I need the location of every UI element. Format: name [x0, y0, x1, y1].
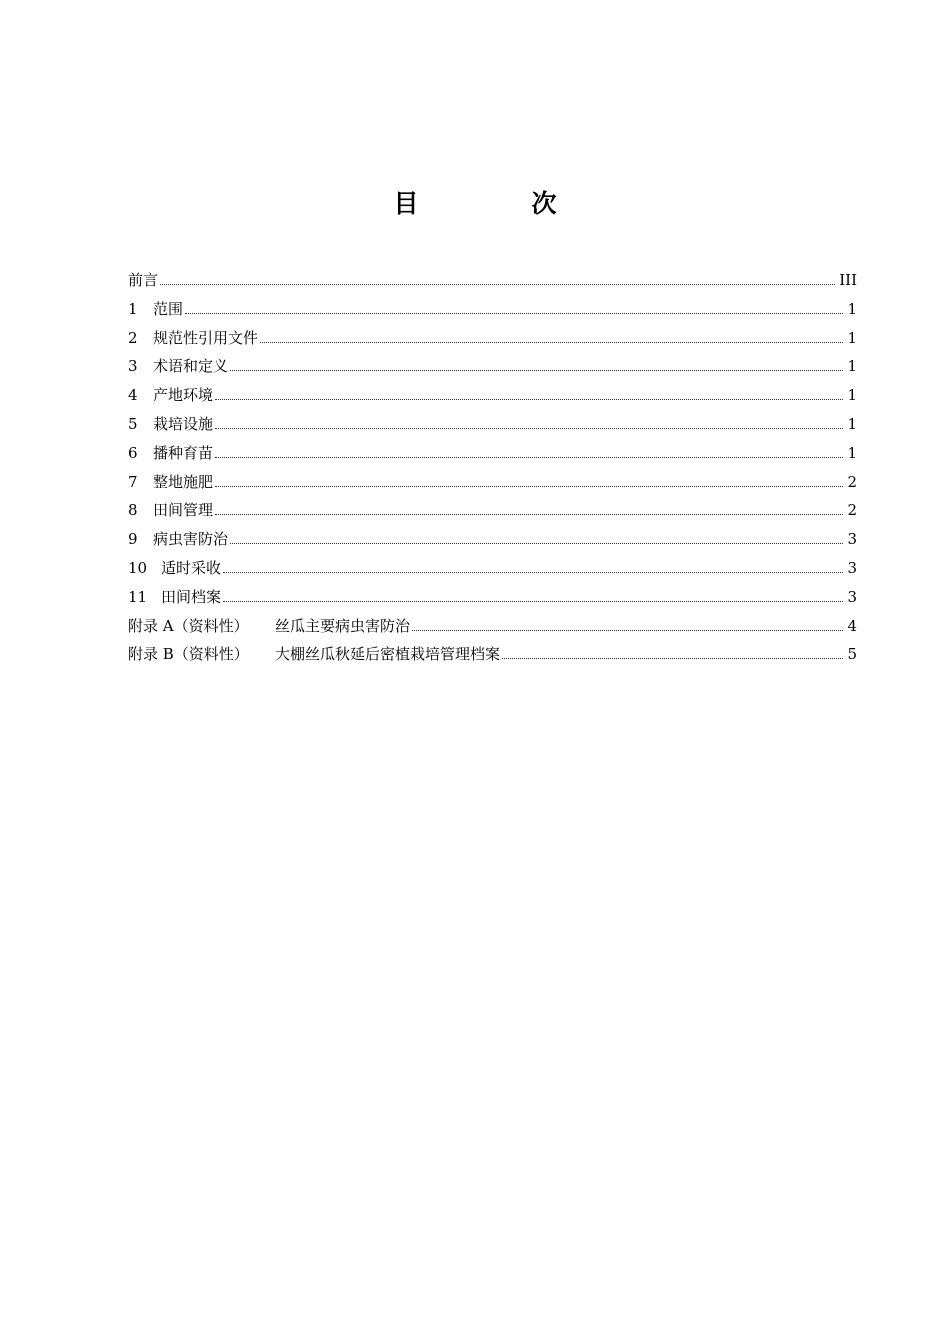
toc-entry-11[interactable]: [128, 583, 857, 612]
toc-entry-foreword[interactable]: [128, 266, 857, 295]
toc-page-number: 1: [847, 299, 857, 318]
toc-entry-4[interactable]: [128, 381, 857, 410]
toc-page-number: 2: [847, 472, 857, 491]
toc-page-number: 4: [847, 616, 857, 635]
toc-leader-dots: [223, 572, 843, 573]
toc-entry-number: 2: [128, 328, 138, 347]
toc-entry-label: 适时采收: [161, 558, 222, 577]
toc-entry-number: 6: [128, 443, 138, 462]
toc-leader-dots: [260, 342, 843, 343]
toc-page-number: 5: [847, 645, 857, 664]
toc-entry-number: 9: [128, 530, 138, 549]
toc-entry-label: 术语和定义: [153, 357, 229, 376]
toc-entry-number: 7: [128, 472, 138, 491]
toc-page-number: 1: [847, 357, 857, 376]
toc-entry-number: 3: [128, 357, 138, 376]
toc-leader-dots: [160, 284, 835, 285]
toc-entry-label: 范围: [153, 299, 184, 318]
toc-entry-label: 产地环境: [153, 386, 214, 405]
toc-entry-number: 附录 B（资料性）: [128, 645, 249, 664]
toc-entry-1[interactable]: [128, 295, 857, 324]
toc-entry-label: 播种育苗: [153, 443, 214, 462]
toc-page-number: III: [839, 271, 857, 289]
toc-page-number: 3: [847, 558, 857, 577]
toc-entry-6[interactable]: [128, 439, 857, 468]
toc-leader-dots: [502, 658, 843, 659]
toc-entry-9[interactable]: [128, 525, 857, 554]
toc-page-number: 1: [847, 443, 857, 462]
toc-entry-appendix-b[interactable]: [128, 640, 857, 669]
toc-entry-number: 10: [128, 558, 148, 577]
toc-page-number: 3: [847, 587, 857, 606]
toc-entry-label: 丝瓜主要病虫害防治: [275, 616, 411, 635]
toc-entry-2[interactable]: [128, 324, 857, 353]
toc-leader-dots: [215, 457, 843, 458]
toc-entry-7[interactable]: [128, 468, 857, 497]
toc-page-number: 1: [847, 386, 857, 405]
toc-entry-number: 8: [128, 501, 138, 520]
table-of-contents: [128, 266, 857, 669]
toc-entry-8[interactable]: [128, 496, 857, 525]
toc-page-number: 1: [847, 414, 857, 433]
toc-leader-dots: [215, 428, 843, 429]
toc-leader-dots: [230, 543, 843, 544]
toc-leader-dots: [215, 486, 843, 487]
toc-entry-label: 病虫害防治: [153, 530, 229, 549]
toc-entry-10[interactable]: [128, 554, 857, 583]
toc-entry-number: 4: [128, 386, 138, 405]
toc-entry-appendix-a[interactable]: [128, 612, 857, 641]
toc-entry-label: 大棚丝瓜秋延后密植栽培管理档案: [275, 645, 501, 664]
toc-page-number: 2: [847, 501, 857, 520]
toc-page-number: 3: [847, 530, 857, 549]
toc-leader-dots: [215, 399, 843, 400]
toc-entry-number: 11: [128, 587, 148, 606]
toc-page-number: 1: [847, 328, 857, 347]
toc-entry-label: 田间档案: [161, 587, 222, 606]
toc-leader-dots: [412, 630, 843, 631]
toc-entry-number: 5: [128, 414, 138, 433]
toc-entry-number: 1: [128, 299, 138, 318]
toc-leader-dots: [185, 313, 843, 314]
page-title: 目 次: [393, 189, 601, 218]
toc-entry-label: 栽培设施: [153, 414, 214, 433]
toc-entry-label: 田间管理: [153, 501, 214, 520]
toc-entry-5[interactable]: [128, 410, 857, 439]
toc-leader-dots: [230, 370, 843, 371]
toc-entry-number: 附录 A（资料性）: [128, 616, 249, 635]
toc-entry-3[interactable]: [128, 352, 857, 381]
toc-entry-label: 整地施肥: [153, 472, 214, 491]
toc-entry-label: 规范性引用文件: [153, 328, 259, 347]
toc-entry-label: 前言: [128, 271, 159, 289]
toc-leader-dots: [223, 601, 843, 602]
toc-leader-dots: [215, 514, 843, 515]
